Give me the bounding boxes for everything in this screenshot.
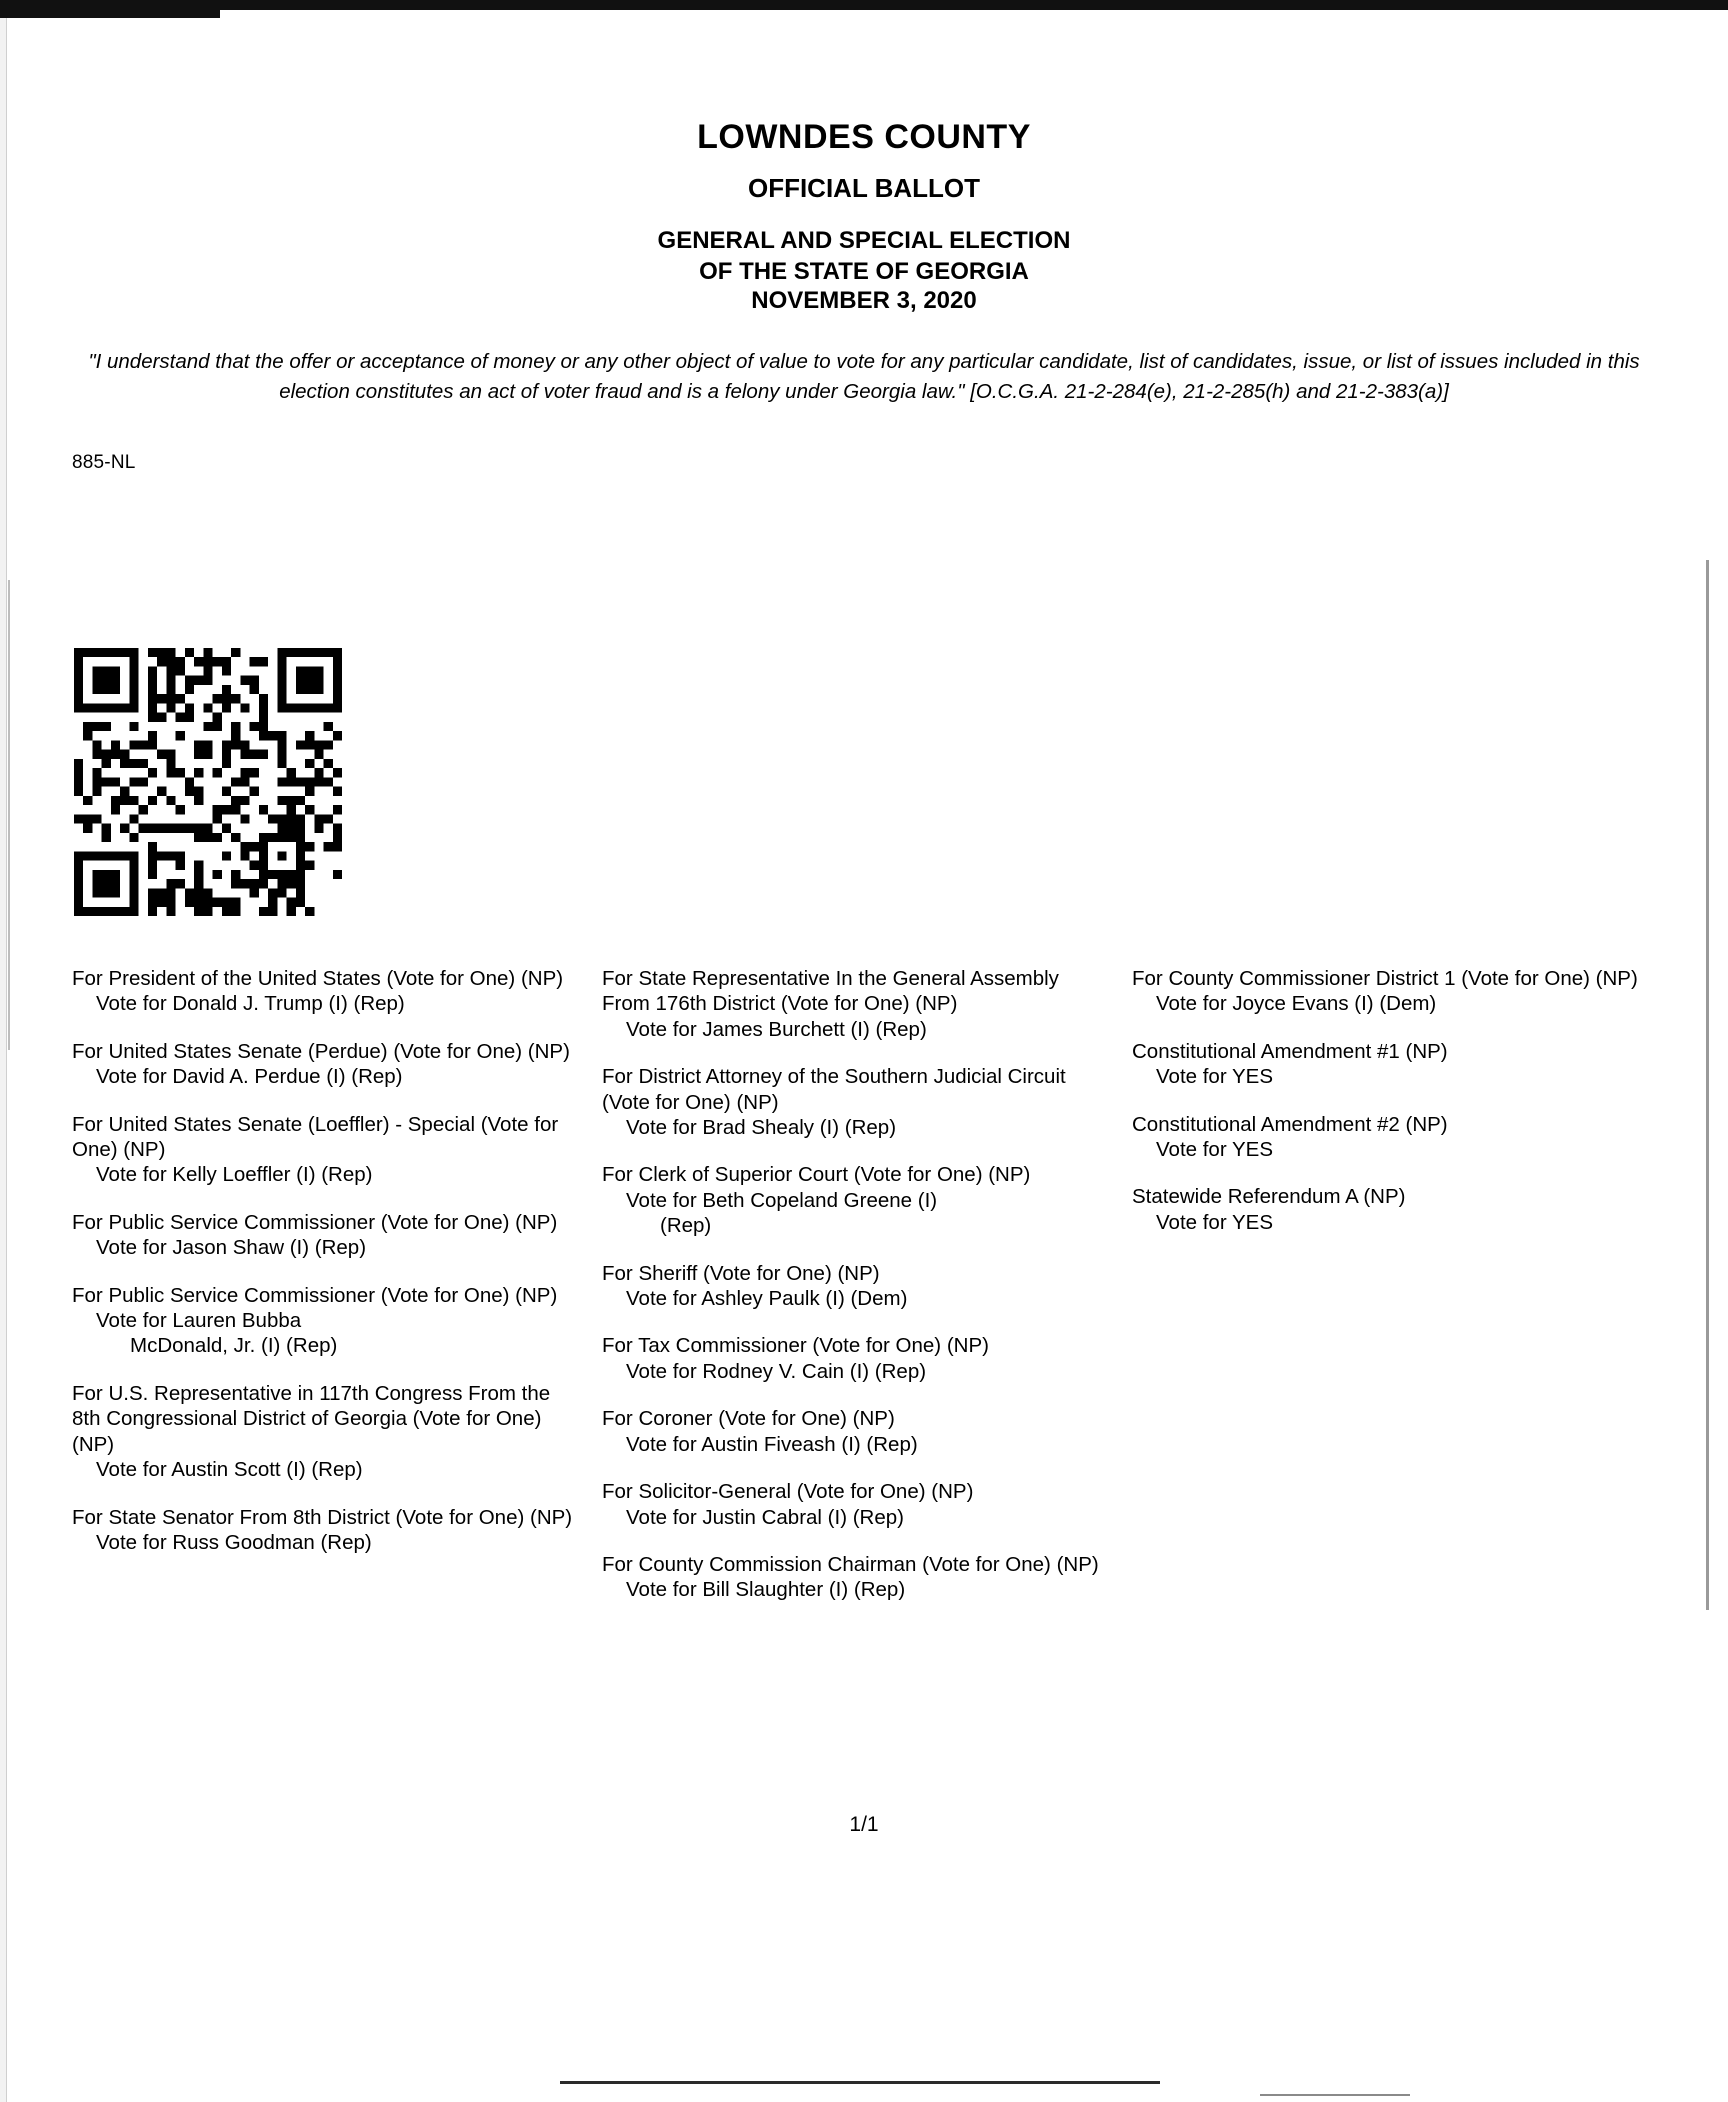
contest-block bbox=[72, 1112, 580, 1188]
contest-title: For Solicitor-General (Vote for One) (NP) bbox=[602, 1480, 974, 1504]
choice-text: Vote for YES bbox=[1156, 1138, 1274, 1162]
contest-title: For District Attorney of the Southern Judicial Circuit (Vote for One) (NP) bbox=[602, 1065, 1066, 1114]
contest-choice bbox=[72, 991, 580, 1016]
contest-title: For Public Service Commissioner (Vote for One) (NP) bbox=[72, 1210, 558, 1234]
contest-block bbox=[602, 1406, 1110, 1457]
choice-text: Vote for Austin Scott (I) (Rep) bbox=[96, 1458, 363, 1482]
contest-title: Constitutional Amendment #2 (NP) bbox=[1132, 1112, 1448, 1136]
official-ballot-title: OFFICIAL BALLOT bbox=[747, 173, 981, 203]
contest-block bbox=[602, 1162, 1110, 1238]
page-number: 1/1 bbox=[849, 1813, 879, 1836]
contest-title: For Coroner (Vote for One) (NP) bbox=[602, 1407, 895, 1431]
choice-text: Vote for Austin Fiveash (I) (Rep) bbox=[626, 1432, 918, 1456]
choice-text: Vote for Brad Shealy (I) (Rep) bbox=[626, 1116, 897, 1140]
contest-title: For Public Service Commissioner (Vote for One) (NP) bbox=[72, 1283, 558, 1307]
contest-title: For State Representative In the General Assembly From 176th District (Vote for One) (NP) bbox=[602, 967, 1059, 1016]
contest-choice bbox=[72, 1235, 580, 1260]
contest-block bbox=[602, 966, 1110, 1042]
contest-title: For United States Senate (Perdue) (Vote for One) (NP) bbox=[72, 1039, 570, 1063]
contest-choice bbox=[72, 1064, 580, 1089]
contest-title: For Clerk of Superior Court (Vote for One) (NP) bbox=[602, 1163, 1031, 1187]
contest-choice bbox=[602, 1286, 1110, 1311]
contest-block bbox=[1132, 1112, 1640, 1163]
contest-block bbox=[72, 966, 580, 1017]
contest-columns bbox=[72, 966, 1662, 1625]
contest-choice bbox=[1132, 991, 1640, 1016]
contest-choice bbox=[602, 1188, 1110, 1239]
contest-block bbox=[72, 1283, 580, 1359]
contest-column bbox=[72, 966, 602, 1625]
contest-block bbox=[72, 1505, 580, 1556]
contest-choice bbox=[1132, 1210, 1640, 1235]
contest-choice bbox=[1132, 1137, 1640, 1162]
contest-block bbox=[1132, 1039, 1640, 1090]
contest-choice bbox=[72, 1162, 580, 1187]
ballot-style-id: 885-NL bbox=[72, 451, 136, 473]
contest-choice bbox=[72, 1457, 580, 1482]
contest-column bbox=[602, 966, 1132, 1625]
contest-choice bbox=[72, 1530, 580, 1555]
contest-choice bbox=[602, 1115, 1110, 1140]
choice-text: Vote for YES bbox=[1156, 1210, 1274, 1234]
election-title-line1: GENERAL AND SPECIAL ELECTION bbox=[657, 227, 1071, 254]
choice-text: Vote for David A. Perdue (I) (Rep) bbox=[96, 1065, 403, 1089]
contest-block bbox=[602, 1479, 1110, 1530]
contest-title: For President of the United States (Vote for One) (NP) bbox=[72, 967, 564, 990]
contest-block bbox=[72, 1210, 580, 1261]
choice-text: Vote for Kelly Loeffler (I) (Rep) bbox=[96, 1163, 373, 1187]
contest-title: For United States Senate (Loeffler) - Special (Vote for One) (NP) bbox=[72, 1112, 559, 1162]
choice-text-continuation: McDonald, Jr. (I) (Rep) bbox=[130, 1334, 338, 1358]
election-date: NOVEMBER 3, 2020 bbox=[751, 287, 977, 315]
contest-column bbox=[1132, 966, 1662, 1625]
choice-text: Vote for Rodney V. Cain (I) (Rep) bbox=[626, 1359, 927, 1383]
contest-title: For U.S. Representative in 117th Congress From the 8th Congressional District of Georgia (Vote for One) (NP) bbox=[72, 1381, 551, 1456]
contest-choice bbox=[602, 1017, 1110, 1042]
contest-title: For Sheriff (Vote for One) (NP) bbox=[602, 1261, 880, 1285]
contest-choice bbox=[602, 1359, 1110, 1384]
scan-artifact-top-bar bbox=[0, 0, 1728, 10]
scan-artifact-top-bar-secondary bbox=[0, 10, 220, 18]
contest-title: Statewide Referendum A (NP) bbox=[1132, 1185, 1406, 1209]
contest-block bbox=[602, 1333, 1110, 1384]
choice-text-continuation: (Rep) bbox=[660, 1214, 712, 1238]
choice-text: Vote for Bill Slaughter (I) (Rep) bbox=[626, 1578, 906, 1602]
contest-title: For County Commission Chairman (Vote for One) (NP) bbox=[602, 1552, 1099, 1576]
county-title: LOWNDES COUNTY bbox=[697, 118, 1031, 156]
contest-block bbox=[602, 1064, 1110, 1140]
contest-block bbox=[602, 1552, 1110, 1603]
choice-text: Vote for Ashley Paulk (I) (Dem) bbox=[626, 1287, 908, 1311]
ballot-header bbox=[0, 118, 1728, 315]
qr-code bbox=[74, 648, 342, 916]
choice-text: Vote for James Burchett (I) (Rep) bbox=[626, 1017, 927, 1041]
choice-text: Vote for Joyce Evans (I) (Dem) bbox=[1156, 992, 1437, 1016]
contest-block bbox=[602, 1261, 1110, 1312]
choice-text: Vote for YES bbox=[1156, 1065, 1274, 1089]
contest-title: For State Senator From 8th District (Vote for One) (NP) bbox=[72, 1505, 573, 1529]
choice-text: Vote for Donald J. Trump (I) (Rep) bbox=[96, 992, 405, 1016]
choice-text: Vote for Beth Copeland Greene (I) bbox=[626, 1188, 938, 1212]
contest-block bbox=[1132, 1184, 1640, 1235]
choice-text: Vote for Justin Cabral (I) (Rep) bbox=[626, 1505, 904, 1529]
contest-choice bbox=[602, 1505, 1110, 1530]
contest-choice bbox=[1132, 1064, 1640, 1089]
contest-choice bbox=[602, 1432, 1110, 1457]
contest-title: For County Commissioner District 1 (Vote for One) (NP) bbox=[1132, 967, 1638, 990]
contest-block bbox=[72, 1039, 580, 1090]
contest-block bbox=[1132, 966, 1640, 1017]
contest-block bbox=[72, 1381, 580, 1483]
choice-text: Vote for Lauren Bubba bbox=[96, 1309, 302, 1333]
contest-title: Constitutional Amendment #1 (NP) bbox=[1132, 1039, 1448, 1063]
voter-fraud-oath: "I understand that the offer or acceptance of money or any other object of value to vote for any particular candidate, list of candidates, issue, or list of issues included in this election constitutes an act of voter fraud and is a felony under Georgia law." [O.C.G.A. 21-2-284(e), 21-2-285(h) and 21-2-383(a)] bbox=[88, 350, 1640, 403]
contest-choice bbox=[72, 1308, 580, 1359]
ballot-page bbox=[0, 18, 1728, 2102]
election-title-line2: OF THE STATE OF GEORGIA bbox=[699, 257, 1029, 285]
contest-title: For Tax Commissioner (Vote for One) (NP) bbox=[602, 1334, 989, 1358]
choice-text: Vote for Jason Shaw (I) (Rep) bbox=[96, 1236, 367, 1260]
contest-choice bbox=[602, 1577, 1110, 1602]
qr-code-canvas bbox=[74, 648, 342, 916]
choice-text: Vote for Russ Goodman (Rep) bbox=[96, 1530, 372, 1554]
